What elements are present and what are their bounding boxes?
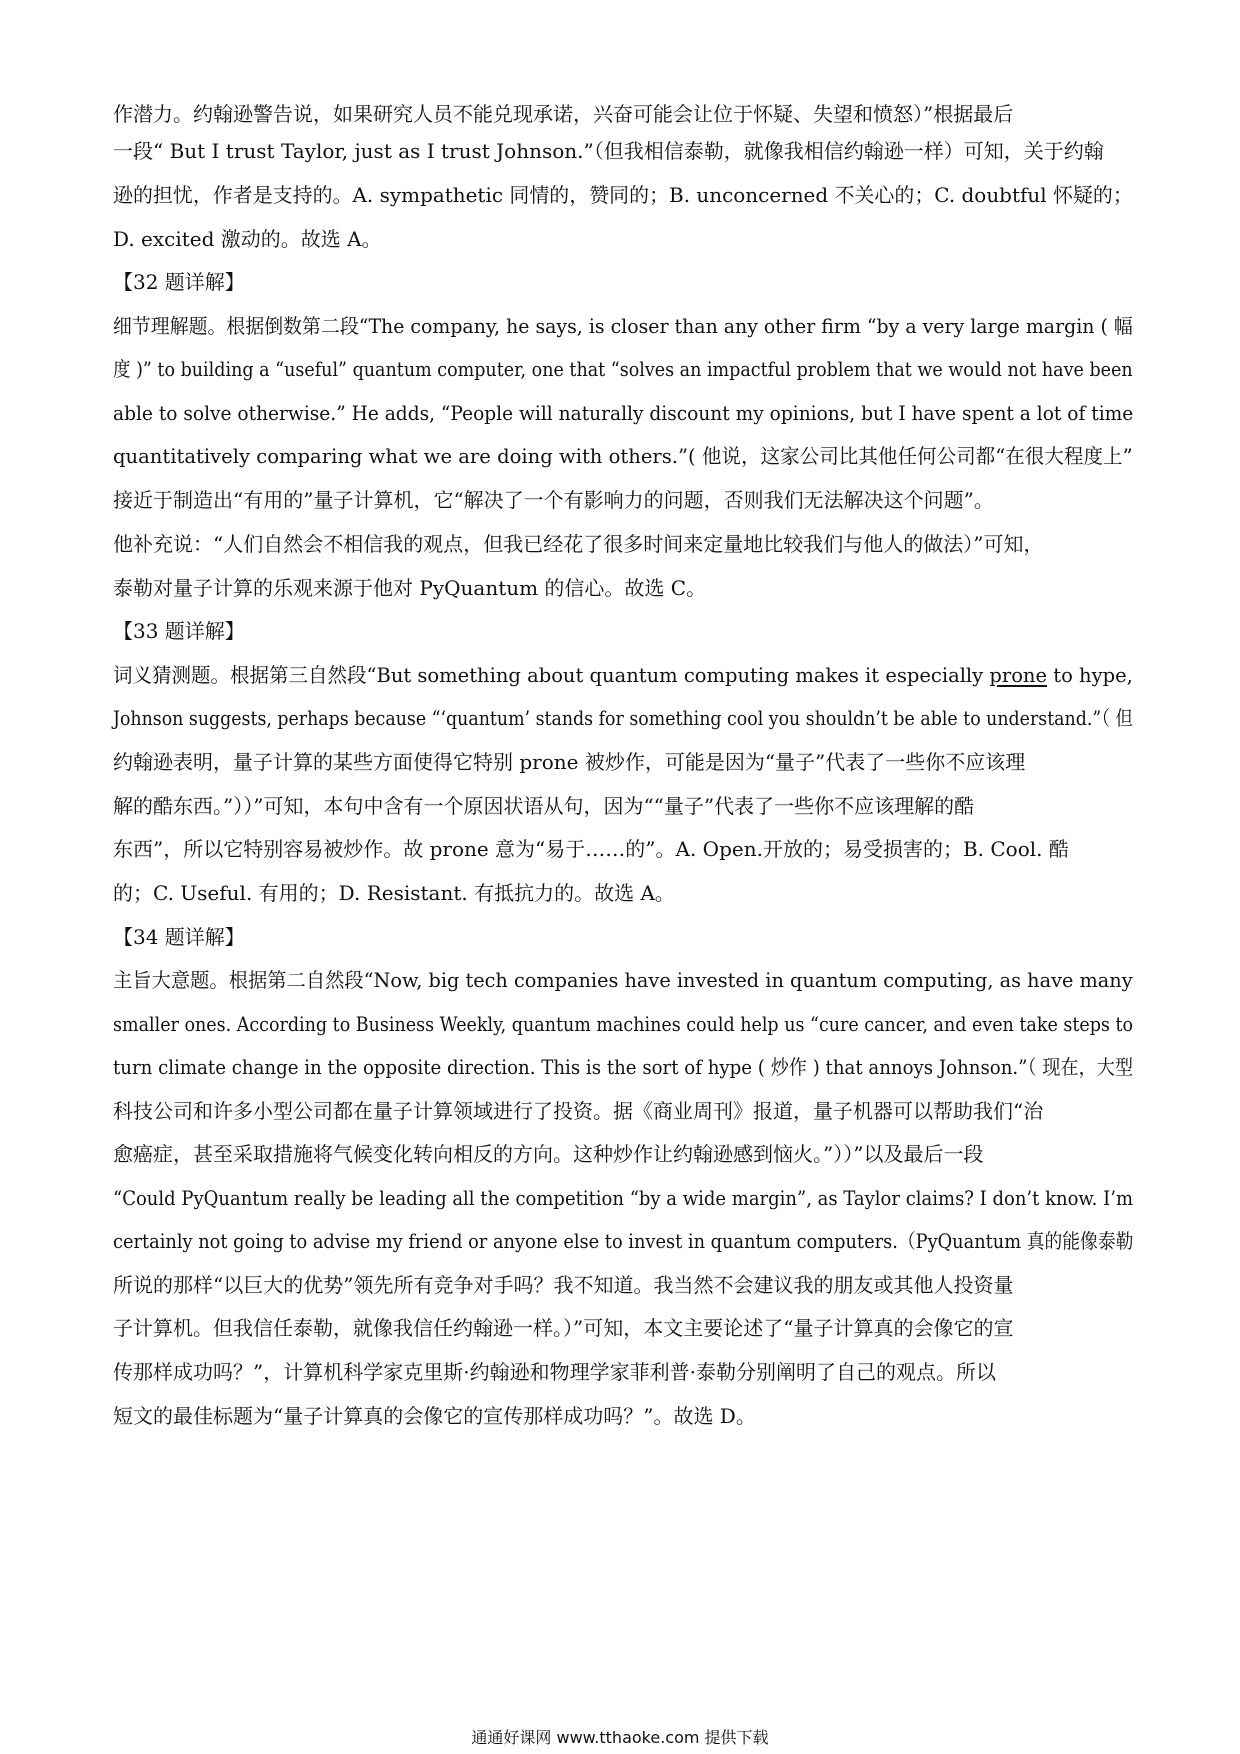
text-line: 细节理解题。根据倒数第二段“The company, he says, is closer than any other firm “by a very large margin ( 幅 [113, 314, 1133, 338]
text-line: 传那样成功吗？”，计算机科学家克里斯·约翰逊和物理学家菲利普·泰勒分别阐明了自己的观点。所以 [113, 1360, 996, 1384]
text-line: quantitatively comparing what we are doing with others.”( 他说，这家公司比其他任何公司都“在很大程度上” [113, 444, 1133, 468]
text-line: certainly not going to advise my friend or anyone else to invest in quantum computers.（PyQuantum 真的能像泰勒 [113, 1229, 1134, 1253]
text-line: 度 )” to building a “useful” quantum computer, one that “solves an impactful problem that we would not have been [113, 357, 1133, 381]
text-line: 短文的最佳标题为“量子计算真的会像它的宣传那样成功吗？”。故选 D。 [113, 1404, 756, 1428]
text-line: 解的酷东西。”））”可知，本句中含有一个原因状语从句，因为““量子”代表了一些你不应该理解的酷 [113, 794, 975, 818]
text-line: 逊的担忧，作者是支持的。A. sympathetic 同情的，赞同的；B. unconcerned 不关心的；C. doubtful 怀疑的； [113, 183, 1133, 207]
text-segment: 词义猜测题。根据第三自然段“But something about quantum computing makes it especially [113, 663, 990, 687]
section-heading-32: 【32 题详解】 [113, 270, 245, 294]
text-line: 东西”，所以它特别容易被炒作。故 prone 意为“易于……的”。A. Open.开放的；易受损害的；B. Cool. 酷 [113, 837, 1069, 861]
page-footer: 通通好课网 www.tthaoke.com 提供下载 [471, 1728, 769, 1747]
text-line: 科技公司和许多小型公司都在量子计算领域进行了投资。据《商业周刊》报道，量子机器可以帮助我们“治 [113, 1099, 1044, 1123]
text-line: 的；C. Useful. 有用的；D. Resistant. 有抵抗力的。故选 A。 [113, 881, 675, 905]
underlined-word: prone [989, 663, 1048, 687]
text-line: Johnson suggests, perhaps because “‘quantum’ stands for something cool you shouldn’t be able to understand.”（ 但 [113, 706, 1133, 730]
text-line [113, 661, 1133, 689]
text-line: 一段“ But I trust Taylor, just as I trust Johnson.”（但我相信泰勒，就像我相信约翰逊一样）可知，关于约翰 [113, 139, 1104, 163]
text-line: 他补充说：“人们自然会不相信我的观点，但我已经花了很多时间来定量地比较我们与他人的做法）”可知， [113, 532, 1044, 556]
text-line: “Could PyQuantum really be leading all the competition “by a wide margin”, as Taylor claims? I don’t know. I’m [113, 1186, 1134, 1210]
text-line: smaller ones. According to Business Weekly, quantum machines could help us “cure cancer, and even take steps to [113, 1012, 1134, 1036]
text-line: 作潜力。约翰逊警告说，如果研究人员不能兑现承诺，兴奋可能会让位于怀疑、失望和愤怒）”根据最后 [113, 102, 1014, 126]
text-line: 约翰逊表明，量子计算的某些方面使得它特别 prone 被炒作，可能是因为“量子”代表了一些你不应该理 [113, 750, 1026, 774]
text-line: 子计算机。但我信任泰勒，就像我信任约翰逊一样。）”可知，本文主要论述了“量子计算真的会像它的宣 [113, 1316, 1014, 1340]
text-segment: to hype, [1047, 663, 1133, 687]
text-line: 愈癌症，甚至采取措施将气候变化转向相反的方向。这种炒作让约翰逊感到恼火。”））”以及最后一段 [113, 1142, 984, 1166]
text-line: turn climate change in the opposite direction. This is the sort of hype ( 炒作 ) that annoys Johnson.”（ 现在，大型 [113, 1055, 1134, 1079]
text-line: 泰勒对量子计算的乐观来源于他对 PyQuantum 的信心。故选 C。 [113, 576, 707, 600]
text-line: 主旨大意题。根据第二自然段“Now, big tech companies have invested in quantum computing, as have many [113, 968, 1133, 992]
section-heading-34: 【34 题详解】 [113, 925, 245, 949]
text-line: 接近于制造出“有用的”量子计算机，它“解决了一个有影响力的问题，否则我们无法解决这个问题”。 [113, 488, 994, 512]
text-line: 所说的那样“以巨大的优势”领先所有竞争对手吗？我不知道。我当然不会建议我的朋友或其他人投资量 [113, 1273, 1014, 1297]
text-line: D. excited 激动的。故选 A。 [113, 227, 382, 251]
section-heading-33: 【33 题详解】 [113, 619, 245, 643]
text-line: able to solve otherwise.” He adds, “People will naturally discount my opinions, but I have spent a lot of time [113, 401, 1134, 425]
